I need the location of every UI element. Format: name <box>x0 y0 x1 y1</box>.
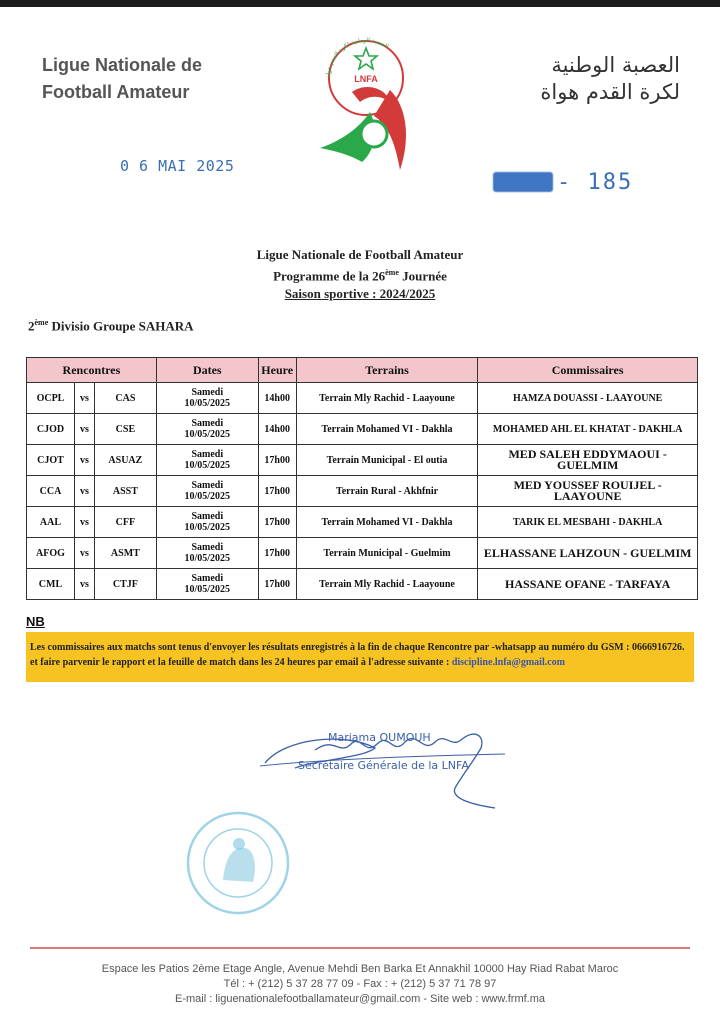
home-team: CCA <box>27 476 75 507</box>
org-name-french-line1: Ligue Nationale de <box>42 55 203 75</box>
match-date-value: 10/05/2025 <box>184 429 231 440</box>
notice-email: discipline.lnfa@gmail.com <box>451 657 566 668</box>
signatory-name: Mariama OUMOUH <box>328 731 431 744</box>
heading-program-text: Programme de la 26 <box>273 268 386 284</box>
match-date <box>156 538 258 569</box>
commissaire: MED SALEH EDDYMAOUI - GUELMIM <box>478 445 698 476</box>
match-day: Samedi <box>191 573 224 584</box>
terrain: Terrain Mly Rachid - Laayoune <box>296 383 478 414</box>
header-heure: Heure <box>258 358 296 383</box>
heading-league: Ligue Nationale de Football Amateur <box>256 247 464 262</box>
header-terrains: Terrains <box>296 358 478 383</box>
commissaire: MED YOUSSEF ROUIJEL - LAAYOUNE <box>478 476 698 507</box>
match-day: Samedi <box>191 449 224 460</box>
home-team: CJOT <box>27 445 75 476</box>
match-day: Samedi <box>191 542 224 553</box>
home-team: OCPL <box>27 383 75 414</box>
footer-address: Espace les Patios 2ème Etage Angle, Avenue Mehdi Ben Barka Et Annakhil 10000 Hay Riad Rabat Maroc <box>101 963 619 975</box>
heading-program <box>0 264 720 285</box>
terrain: Terrain Mohamed VI - Dakhla <box>296 414 478 445</box>
notice-text: Les commissaires aux matchs sont tenus d'envoyer les résultats enregistrés à la fin de chaque Rencontre par -whatsapp au numéro du GSM : 0666916726. et faire parvenir le rapport et la feuille de match dans les 24 heures par email à l'adresse suivante : <box>30 642 685 668</box>
home-team: AFOG <box>27 538 75 569</box>
group-sup: ème <box>34 318 49 327</box>
org-name-french <box>42 52 202 106</box>
away-team: CTJF <box>94 569 156 600</box>
org-name-arabic-line1: العصبة الوطنية <box>551 53 680 77</box>
match-date <box>156 569 258 600</box>
vs-label: vs <box>74 383 94 414</box>
match-date-value: 10/05/2025 <box>184 553 231 564</box>
commissaire: MOHAMED AHL EL KHATAT - DAKHLA <box>478 414 698 445</box>
match-time: 17h00 <box>258 538 296 569</box>
commissaire: TARIK EL MESBAHI - DAKHLA <box>478 507 698 538</box>
footer-divider <box>30 947 690 949</box>
heading-program-journee: Journée <box>402 268 447 284</box>
match-date <box>156 414 258 445</box>
vs-label: vs <box>74 445 94 476</box>
table-row <box>27 414 698 445</box>
reference-stamp <box>493 170 633 195</box>
top-bar <box>0 0 720 7</box>
heading-season: Saison sportive : 2024/2025 <box>284 286 436 302</box>
reference-number: - 185 <box>557 170 634 195</box>
commissaire: ELHASSANE LAHZOUN - GUELMIM <box>478 538 698 569</box>
away-team: ASST <box>94 476 156 507</box>
vs-label: vs <box>74 414 94 445</box>
header-rencontres: Rencontres <box>27 358 157 383</box>
org-name-arabic <box>540 52 680 106</box>
match-date-value: 10/05/2025 <box>184 491 231 502</box>
vs-label: vs <box>74 569 94 600</box>
header-commissaires: Commissaires <box>478 358 698 383</box>
logo-text: LNFA <box>354 74 378 84</box>
program-heading <box>0 246 720 303</box>
matches-table <box>26 357 698 600</box>
logo-ring-text: العصبة الوطنية لكرة القدم هواة <box>324 36 390 79</box>
nb-label: NB <box>26 614 45 629</box>
table-row <box>27 569 698 600</box>
commissaire: HAMZA DOUASSI - LAAYOUNE <box>478 383 698 414</box>
home-team: AAL <box>27 507 75 538</box>
home-team: CML <box>27 569 75 600</box>
match-day: Samedi <box>191 480 224 491</box>
match-date <box>156 476 258 507</box>
match-time: 17h00 <box>258 476 296 507</box>
match-date-value: 10/05/2025 <box>184 522 231 533</box>
table-row <box>27 538 698 569</box>
group-prefix: 2 <box>28 318 35 334</box>
terrain: Terrain Municipal - Guelmim <box>296 538 478 569</box>
vs-label: vs <box>74 538 94 569</box>
footer <box>0 962 720 1007</box>
away-team: CAS <box>94 383 156 414</box>
table-header-row <box>27 358 698 383</box>
header-dates: Dates <box>156 358 258 383</box>
notice-box <box>26 632 694 682</box>
table-row <box>27 445 698 476</box>
signatory-title: Secrétaire Générale de la LNFA <box>298 759 469 772</box>
footer-contact: E-mail : liguenationalefootballamateur@gmail.com - Site web : www.frmf.ma <box>174 993 546 1005</box>
terrain: Terrain Rural - Akhfnir <box>296 476 478 507</box>
table-row <box>27 507 698 538</box>
away-team: CSE <box>94 414 156 445</box>
date-stamp: 0 6 MAI 2025 <box>120 157 235 175</box>
table-row <box>27 476 698 507</box>
terrain: Terrain Municipal - El outia <box>296 445 478 476</box>
match-date-value: 10/05/2025 <box>184 584 231 595</box>
lnfa-logo <box>312 30 418 175</box>
match-date <box>156 383 258 414</box>
vs-label: vs <box>74 507 94 538</box>
match-time: 17h00 <box>258 569 296 600</box>
official-seal <box>183 808 293 918</box>
match-time: 14h00 <box>258 414 296 445</box>
heading-program-sup: ème <box>385 268 399 277</box>
vs-label: vs <box>74 476 94 507</box>
match-date <box>156 507 258 538</box>
org-name-arabic-line2: لكرة القدم هواة <box>540 80 680 104</box>
away-team: ASUAZ <box>94 445 156 476</box>
match-time: 17h00 <box>258 507 296 538</box>
match-time: 14h00 <box>258 383 296 414</box>
match-date-value: 10/05/2025 <box>184 398 231 409</box>
redacted-reference <box>493 172 553 192</box>
match-day: Samedi <box>191 418 224 429</box>
away-team: CFF <box>94 507 156 538</box>
footer-phone: Tél : + (212) 5 37 28 77 09 - Fax : + (212) 5 37 71 78 97 <box>223 978 497 990</box>
table-row <box>27 383 698 414</box>
home-team: CJOD <box>27 414 75 445</box>
org-name-french-line2: Football Amateur <box>42 82 190 102</box>
match-date-value: 10/05/2025 <box>184 460 231 471</box>
group-title <box>28 318 194 334</box>
match-time: 17h00 <box>258 445 296 476</box>
terrain: Terrain Mly Rachid - Laayoune <box>296 569 478 600</box>
match-date <box>156 445 258 476</box>
match-day: Samedi <box>191 387 224 398</box>
commissaire: HASSANE OFANE - TARFAYA <box>478 569 698 600</box>
terrain: Terrain Mohamed VI - Dakhla <box>296 507 478 538</box>
match-day: Samedi <box>191 511 224 522</box>
group-label: Divisio Groupe SAHARA <box>51 318 194 334</box>
away-team: ASMT <box>94 538 156 569</box>
